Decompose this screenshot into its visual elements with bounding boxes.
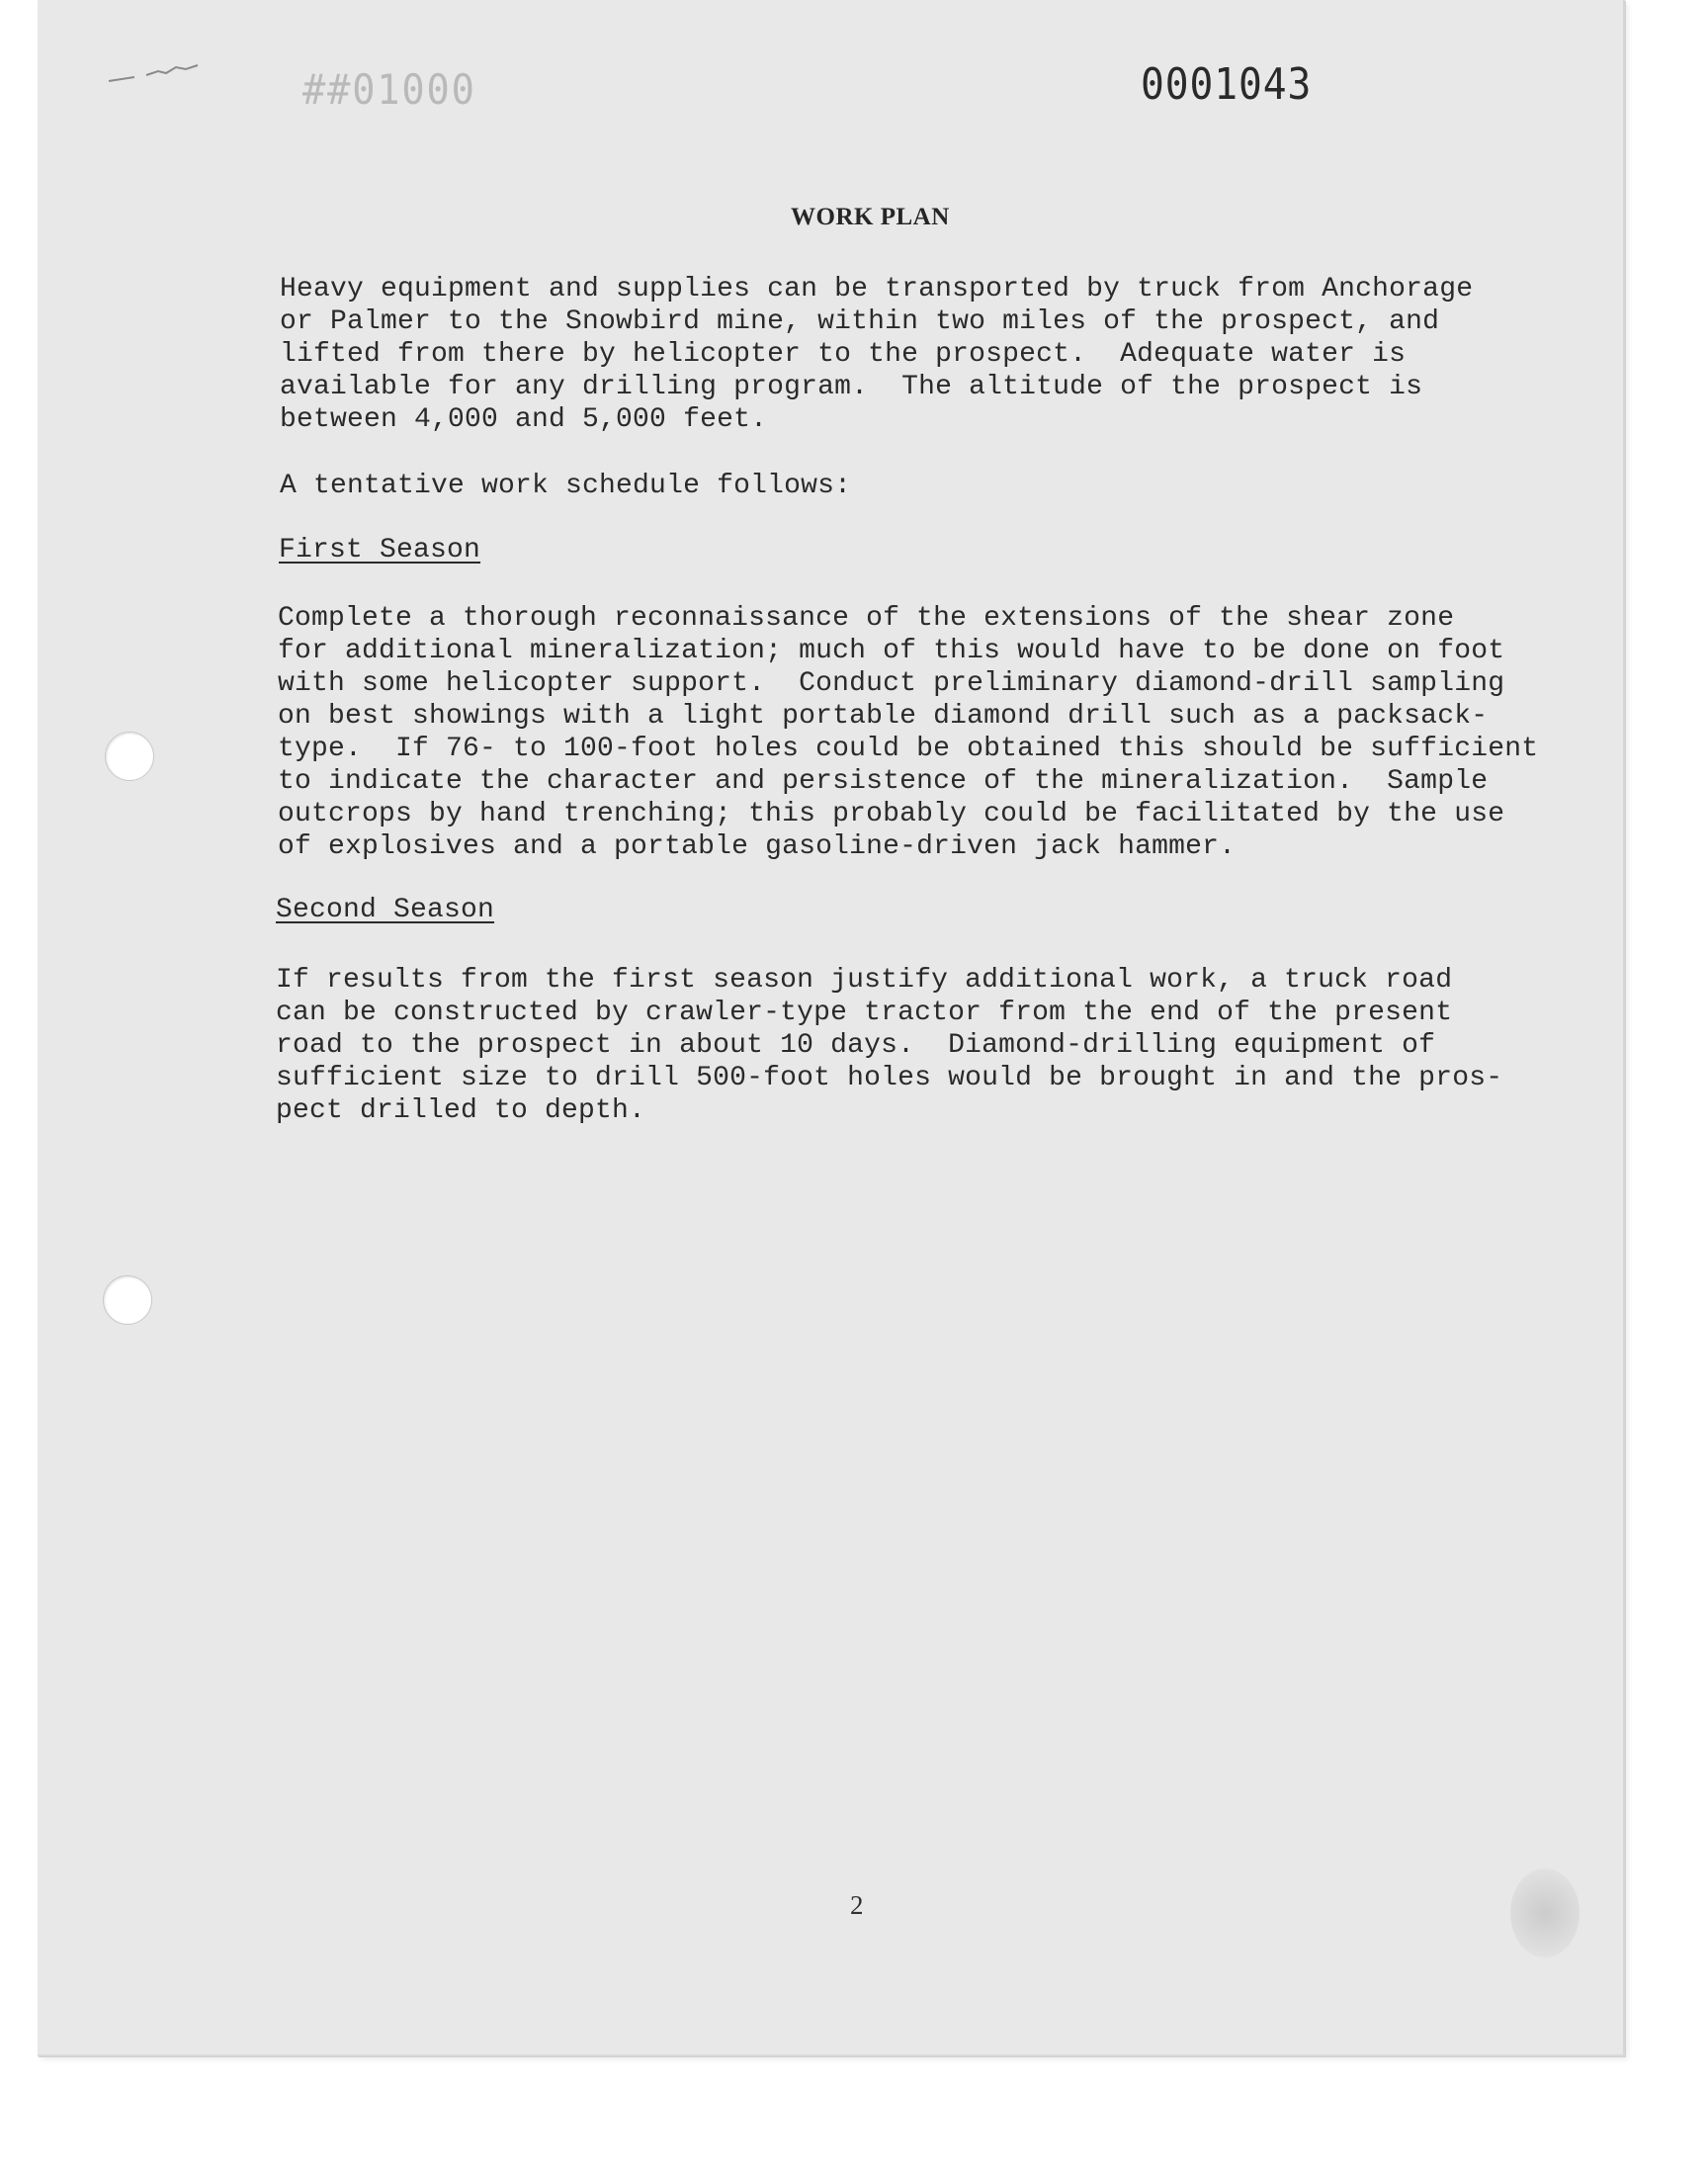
page-id-stamp: 0001043 — [1141, 59, 1313, 110]
section-body-first-season: Complete a thorough reconnaissance of the extensions of the shear zone for additional mineralization; much of this would have to be done on foot with some helicopter support. Conduct preliminary diamond-drill sampling on best showings with a light portable diamond drill such as a packsack- type. If 76- to 100-foot holes could be obtained this should be sufficient to indicate the character and persistence of the mineralization. Sample outcrops by hand trenching; this probably could be facilitated by the use of explosives and a portable gasoline-driven jack hammer. — [278, 603, 1539, 862]
schedule-intro: A tentative work schedule follows: — [280, 471, 852, 501]
intro-paragraph: Heavy equipment and supplies can be transported by truck from Anchorage or Palmer to the Snowbird mine, within two miles of the prospect, and lifted from there by helicopter to the prospect. Adequate water is available for any drilling program. The altitude of the prospect is between 4,000 and 5,000 feet. — [280, 274, 1474, 435]
punch-hole — [105, 732, 154, 781]
section-body-second-season: If results from the first season justify additional work, a truck road can be constructed by crawler-type tractor from the end of the present road to the prospect in about 10 days. Diamond-drilling equipment of sufficient size to drill 500-foot holes would be brought in and the pros- pect drilled to depth. — [276, 965, 1503, 1126]
section-heading-first-season: First Season — [279, 535, 481, 566]
faint-stamped-number: ##01000 — [302, 65, 476, 114]
page-title: WORK PLAN — [791, 204, 950, 230]
scan-smudge — [1510, 1869, 1580, 1958]
stray-pencil-mark — [107, 57, 206, 87]
punch-hole — [103, 1275, 152, 1325]
section-heading-second-season: Second Season — [276, 895, 495, 925]
page-number: 2 — [850, 1890, 864, 1920]
